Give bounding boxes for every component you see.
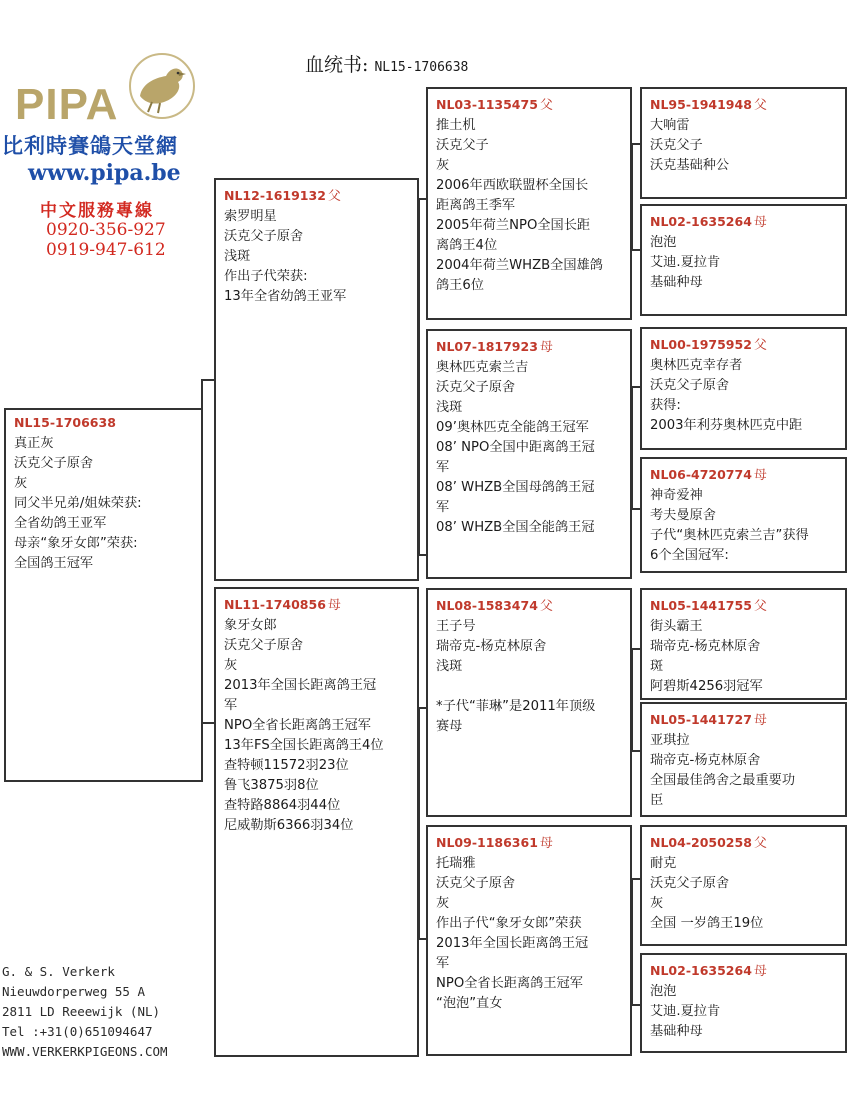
ring-number-text: NL02-1635264 <box>650 214 752 229</box>
sex-label: 父 <box>753 98 767 113</box>
pedigree-line: 查特顿11572羽23位 <box>224 758 349 773</box>
ring-number-text: NL02-1635264 <box>650 963 752 978</box>
pedigree-line: 耐克 <box>650 856 677 871</box>
pedigree-line: 全国最佳鸽舍之最重要功 <box>650 773 796 788</box>
pedigree-line: 艾迪.夏拉肯 <box>650 1004 721 1019</box>
pedigree-line: 鲁飞3875羽8位 <box>224 778 319 793</box>
sex-label: 母 <box>539 340 553 355</box>
sex-label: 母 <box>539 836 553 851</box>
pedigree-line: 09’奥林匹克全能鸽王冠军 <box>436 420 589 435</box>
ring-number <box>650 709 837 728</box>
sex-label: 父 <box>327 189 341 204</box>
title-ring-number: NL15-1706638 <box>374 60 469 75</box>
pedigree-line: 同父半兄弟/姐妹荣获: <box>14 496 142 511</box>
pipa-logo-wordmark: PIPA <box>15 80 119 129</box>
ring-number-text: NL95-1941948 <box>650 97 752 112</box>
pedigree-line: 神奇爱神 <box>650 488 703 503</box>
pedigree-line: *子代“菲琳”是2011年顶级 <box>436 699 596 714</box>
ring-number <box>436 336 622 355</box>
pedigree-line: 考夫曼原舍 <box>650 508 716 523</box>
ring-number <box>224 185 409 204</box>
pigeon-logo-icon <box>112 52 197 122</box>
pedigree-line: 母亲“象牙女郎”荣获: <box>14 536 138 551</box>
pedigree-line: 作出子代荣获: <box>224 269 308 284</box>
pedigree-box-sire <box>214 178 419 581</box>
sex-label: 父 <box>753 836 767 851</box>
pedigree-line: 08’ NPO全国中距离鸽王冠 <box>436 440 595 455</box>
pedigree-box-sire-dam-sire <box>640 327 847 450</box>
ring-number <box>650 94 837 113</box>
pedigree-line: 13年全省幼鸽王亚军 <box>224 289 347 304</box>
pedigree-box-dam-sire-sire <box>640 588 847 700</box>
ring-number-text: NL12-1619132 <box>224 188 326 203</box>
pedigree-line: 推土机 <box>436 118 476 133</box>
ring-number-text: NL06-4720774 <box>650 467 752 482</box>
pedigree-line: 军 <box>436 956 450 971</box>
pedigree-line: 全国 一岁鸽王19位 <box>650 916 764 931</box>
pedigree-box-dam-dam-sire <box>640 825 847 946</box>
pedigree-line: 2003年利芬奥林匹克中距 <box>650 418 803 433</box>
ring-number-text: NL09-1186361 <box>436 835 538 850</box>
pedigree-line: 08’ WHZB全国全能鸽王冠 <box>436 520 595 535</box>
ring-number-text: NL03-1135475 <box>436 97 538 112</box>
ring-number-text: NL04-2050258 <box>650 835 752 850</box>
pedigree-line: 尼威勒斯6366羽34位 <box>224 818 354 833</box>
pedigree-line <box>436 677 622 697</box>
pedigree-line: 08’ WHZB全国母鸽鸽王冠 <box>436 480 595 495</box>
ring-number <box>14 415 193 431</box>
ring-number-text: NL08-1583474 <box>436 598 538 613</box>
page-title <box>305 50 468 77</box>
pedigree-line: 灰 <box>224 658 238 673</box>
sex-label: 母 <box>753 468 767 483</box>
pedigree-line: 泡泡 <box>650 235 677 250</box>
phone-number-1: 0920-356-927 <box>46 220 166 240</box>
pedigree-line: 奥林匹克索兰吉 <box>436 360 529 375</box>
pedigree-line: 灰 <box>14 476 28 491</box>
pedigree-line: 距离鸽王季军 <box>436 198 516 213</box>
breeder-street: Nieuwdorperweg 55 A <box>2 984 145 999</box>
pedigree-line: 沃克父子原舍 <box>14 456 94 471</box>
pedigree-line: 基础种母 <box>650 275 703 290</box>
sex-label: 父 <box>539 599 553 614</box>
ring-number <box>224 594 409 613</box>
pedigree-line: 瑞帝克-杨克林原舍 <box>650 639 761 654</box>
pedigree-box-sire-sire-sire <box>640 87 847 199</box>
pedigree-line: 阿碧斯4256羽冠军 <box>650 679 763 694</box>
breeder-name: G. & S. Verkerk <box>2 964 115 979</box>
site-name-chinese: 比利時賽鴿天堂網 <box>2 133 178 158</box>
breeder-website: WWW.VERKERKPIGEONS.COM <box>2 1044 168 1059</box>
pedigree-line: 军 <box>436 500 450 515</box>
sex-label: 母 <box>327 598 341 613</box>
ring-number-text: NL00-1975952 <box>650 337 752 352</box>
pedigree-line: 泡泡 <box>650 984 677 999</box>
ring-number-text: NL07-1817923 <box>436 339 538 354</box>
ring-number <box>650 464 837 483</box>
pedigree-line: 2013年全国长距离鸽王冠 <box>436 936 589 951</box>
pedigree-line: 王子号 <box>436 619 476 634</box>
pedigree-line: 2006年西欧联盟杯全国长 <box>436 178 589 193</box>
ring-number-text: NL15-1706638 <box>14 415 116 430</box>
pedigree-line: 作出子代“象牙女郎”荣获 <box>436 916 582 931</box>
breeder-city: 2811 LD Reeewijk (NL) <box>2 1004 161 1019</box>
pedigree-line: 沃克基础种公 <box>650 158 730 173</box>
pedigree-line: 军 <box>224 698 238 713</box>
ring-number-text: NL11-1740856 <box>224 597 326 612</box>
pedigree-line: 灰 <box>650 896 664 911</box>
pedigree-line: NPO全省长距离鸽王冠军 <box>224 718 371 733</box>
title-label: 血统书: <box>305 54 369 76</box>
service-line-label: 中文服務專線 <box>40 201 154 221</box>
pedigree-line: 沃克父子原舍 <box>650 378 730 393</box>
sex-label: 父 <box>539 98 553 113</box>
phone-number-2: 0919-947-612 <box>46 240 166 260</box>
pedigree-line: 鸽王6位 <box>436 278 484 293</box>
ring-number-text: NL05-1441755 <box>650 598 752 613</box>
pedigree-line: 沃克父子原舍 <box>650 876 730 891</box>
pedigree-box-subject <box>4 408 203 782</box>
ring-number <box>436 595 622 614</box>
pedigree-line: 灰 <box>436 158 450 173</box>
pedigree-box-dam-sire <box>426 588 632 817</box>
pedigree-line: NPO全省长距离鸽王冠军 <box>436 976 583 991</box>
ring-number <box>436 832 622 851</box>
pedigree-box-sire-dam-dam <box>640 457 847 573</box>
connector-line <box>201 722 215 724</box>
pedigree-line: 斑 <box>650 659 664 674</box>
pedigree-line: 浅斑 <box>436 400 463 415</box>
pedigree-line: 沃克父子 <box>436 138 489 153</box>
pedigree-line: 街头霸王 <box>650 619 703 634</box>
pedigree-line: 沃克父子原舍 <box>224 638 304 653</box>
pedigree-line: 瑞帝克-杨克林原舍 <box>436 639 547 654</box>
pedigree-line: 离鸽王4位 <box>436 238 498 253</box>
pedigree-box-dam-sire-dam <box>640 702 847 817</box>
pedigree-line: 沃克父子原舍 <box>436 380 516 395</box>
pedigree-line: 获得: <box>650 398 681 413</box>
pedigree-line: 浅斑 <box>224 249 251 264</box>
ring-number <box>650 832 837 851</box>
sex-label: 母 <box>753 215 767 230</box>
breeder-tel: Tel :+31(0)651094647 <box>2 1024 153 1039</box>
pedigree-box-sire-dam <box>426 329 632 579</box>
pedigree-line: 真正灰 <box>14 436 54 451</box>
pedigree-line: 浅斑 <box>436 659 463 674</box>
pedigree-line: 灰 <box>436 896 450 911</box>
pedigree-line: 臣 <box>650 793 664 808</box>
sex-label: 父 <box>753 338 767 353</box>
pedigree-line: 大响雷 <box>650 118 690 133</box>
ring-number <box>650 960 837 979</box>
sex-label: 母 <box>753 713 767 728</box>
pedigree-line: 全省幼鸽王亚军 <box>14 516 107 531</box>
pedigree-line: 军 <box>436 460 450 475</box>
pedigree-box-sire-sire <box>426 87 632 320</box>
pedigree-line: 索罗明星 <box>224 209 277 224</box>
ring-number <box>650 595 837 614</box>
connector-line <box>201 379 215 381</box>
pedigree-box-dam-dam-dam <box>640 953 847 1053</box>
sex-label: 父 <box>753 599 767 614</box>
ring-number <box>650 211 837 230</box>
pedigree-line: 2005年荷兰NPO全国长距 <box>436 218 591 233</box>
pedigree-line: 沃克父子原舍 <box>224 229 304 244</box>
site-url: www.pipa.be <box>28 160 181 186</box>
pedigree-line: 13年FS全国长距离鸽王4位 <box>224 738 384 753</box>
ring-number <box>436 94 622 113</box>
pedigree-line: 查特路8864羽44位 <box>224 798 341 813</box>
pedigree-line: 奥林匹克幸存者 <box>650 358 743 373</box>
pedigree-line: 2013年全国长距离鸽王冠 <box>224 678 377 693</box>
pedigree-line: 艾迪.夏拉肯 <box>650 255 721 270</box>
pedigree-box-dam-dam <box>426 825 632 1056</box>
pedigree-line: 沃克父子 <box>650 138 703 153</box>
pedigree-line: 全国鸽王冠军 <box>14 556 94 571</box>
pedigree-line: 象牙女郎 <box>224 618 277 633</box>
pedigree-box-sire-sire-dam <box>640 204 847 316</box>
ring-number-text: NL05-1441727 <box>650 712 752 727</box>
pedigree-line: “泡泡”直女 <box>436 996 503 1011</box>
pedigree-line: 子代“奥林匹克索兰吉”获得 <box>650 528 809 543</box>
pedigree-line: 2004年荷兰WHZB全国雄鸽 <box>436 258 603 273</box>
pedigree-line: 6个全国冠军: <box>650 548 729 563</box>
pedigree-line: 托瑞雅 <box>436 856 476 871</box>
pedigree-box-dam <box>214 587 419 1057</box>
ring-number <box>650 334 837 353</box>
pedigree-line: 亚琪拉 <box>650 733 690 748</box>
pedigree-line: 瑞帝克-杨克林原舍 <box>650 753 761 768</box>
sex-label: 母 <box>753 964 767 979</box>
pedigree-line: 沃克父子原舍 <box>436 876 516 891</box>
pedigree-line: 赛母 <box>436 719 463 734</box>
breeder-info <box>2 962 168 1062</box>
pedigree-line: 基础种母 <box>650 1024 703 1039</box>
